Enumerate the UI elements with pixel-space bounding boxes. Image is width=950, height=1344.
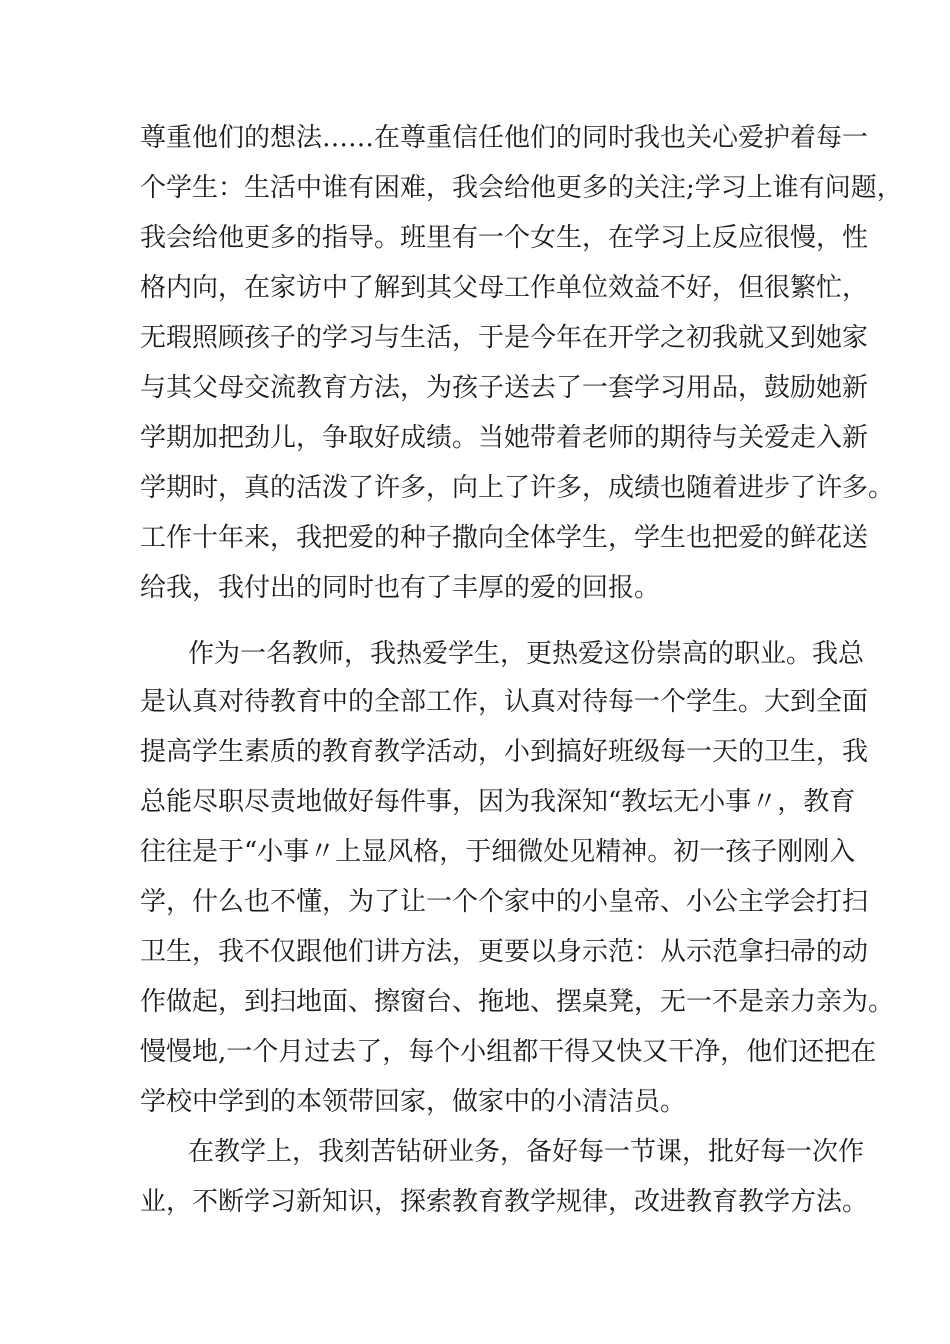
- text-line: 往往是于“小事〃上显风格，于细微处见精神。初一孩子刚刚入: [140, 837, 856, 867]
- text-line: 卫生，我不仅跟他们讲方法，更要以身示范：从示范拿扫帚的动: [140, 937, 869, 967]
- text-line: 在教学上，我刻苦钻研业务，备好每一节课，批好每一次作: [188, 1137, 865, 1167]
- text-line: 我会给他更多的指导。班里有一个女生，在学习上反应很慢，性: [140, 223, 869, 253]
- text-line: 慢慢地,一个月过去了，每个小组都干得又快又干净，他们还把在: [140, 1037, 877, 1067]
- text-line: 学，什么也不懂，为了让一个个家中的小皇帝、小公主学会打扫: [140, 887, 869, 917]
- text-line: 作做起，到扫地面、擦窗台、拖地、摆桌凳，无一不是亲力亲为。: [140, 987, 895, 1017]
- text-line: 工作十年来，我把爱的种子撒向全体学生，学生也把爱的鲜花送: [140, 523, 869, 553]
- text-line: 尊重他们的想法……在尊重信任他们的同时我也关心爱护着每一: [140, 123, 869, 153]
- text-line: 无瑕照顾孩子的学习与生活，于是今年在开学之初我就又到她家: [140, 323, 869, 353]
- text-line: 个学生：生活中谁有困难，我会给他更多的关注;学习上谁有问题，: [140, 173, 903, 203]
- text-line: 与其父母交流教育方法，为孩子送去了一套学习用品，鼓励她新: [140, 373, 869, 403]
- text-line: 格内向，在家访中了解到其父母工作单位效益不好，但很繁忙，: [140, 273, 869, 303]
- text-line: 学期加把劲儿，争取好成绩。当她带着老师的期待与关爱走入新: [140, 423, 869, 453]
- text-line: 是认真对待教育中的全部工作，认真对待每一个学生。大到全面: [140, 687, 869, 717]
- text-line: 给我，我付出的同时也有了丰厚的爱的回报。: [140, 573, 661, 603]
- text-line: 作为一名教师，我热爱学生，更热爱这份崇高的职业。我总: [188, 639, 865, 669]
- text-line: 业，不断学习新知识，探索教育教学规律，改进教育教学方法。: [140, 1187, 869, 1217]
- text-line: 提高学生素质的教育教学活动，小到搞好班级每一天的卫生，我: [140, 737, 869, 767]
- text-line: 学校中学到的本领带回家，做家中的小清洁员。: [140, 1087, 687, 1117]
- text-line: 总能尽职尽责地做好每件事，因为我深知“教坛无小事〃，教育: [140, 787, 856, 817]
- text-line: 学期时，真的活泼了许多，向上了许多，成绩也随着进步了许多。: [140, 473, 895, 503]
